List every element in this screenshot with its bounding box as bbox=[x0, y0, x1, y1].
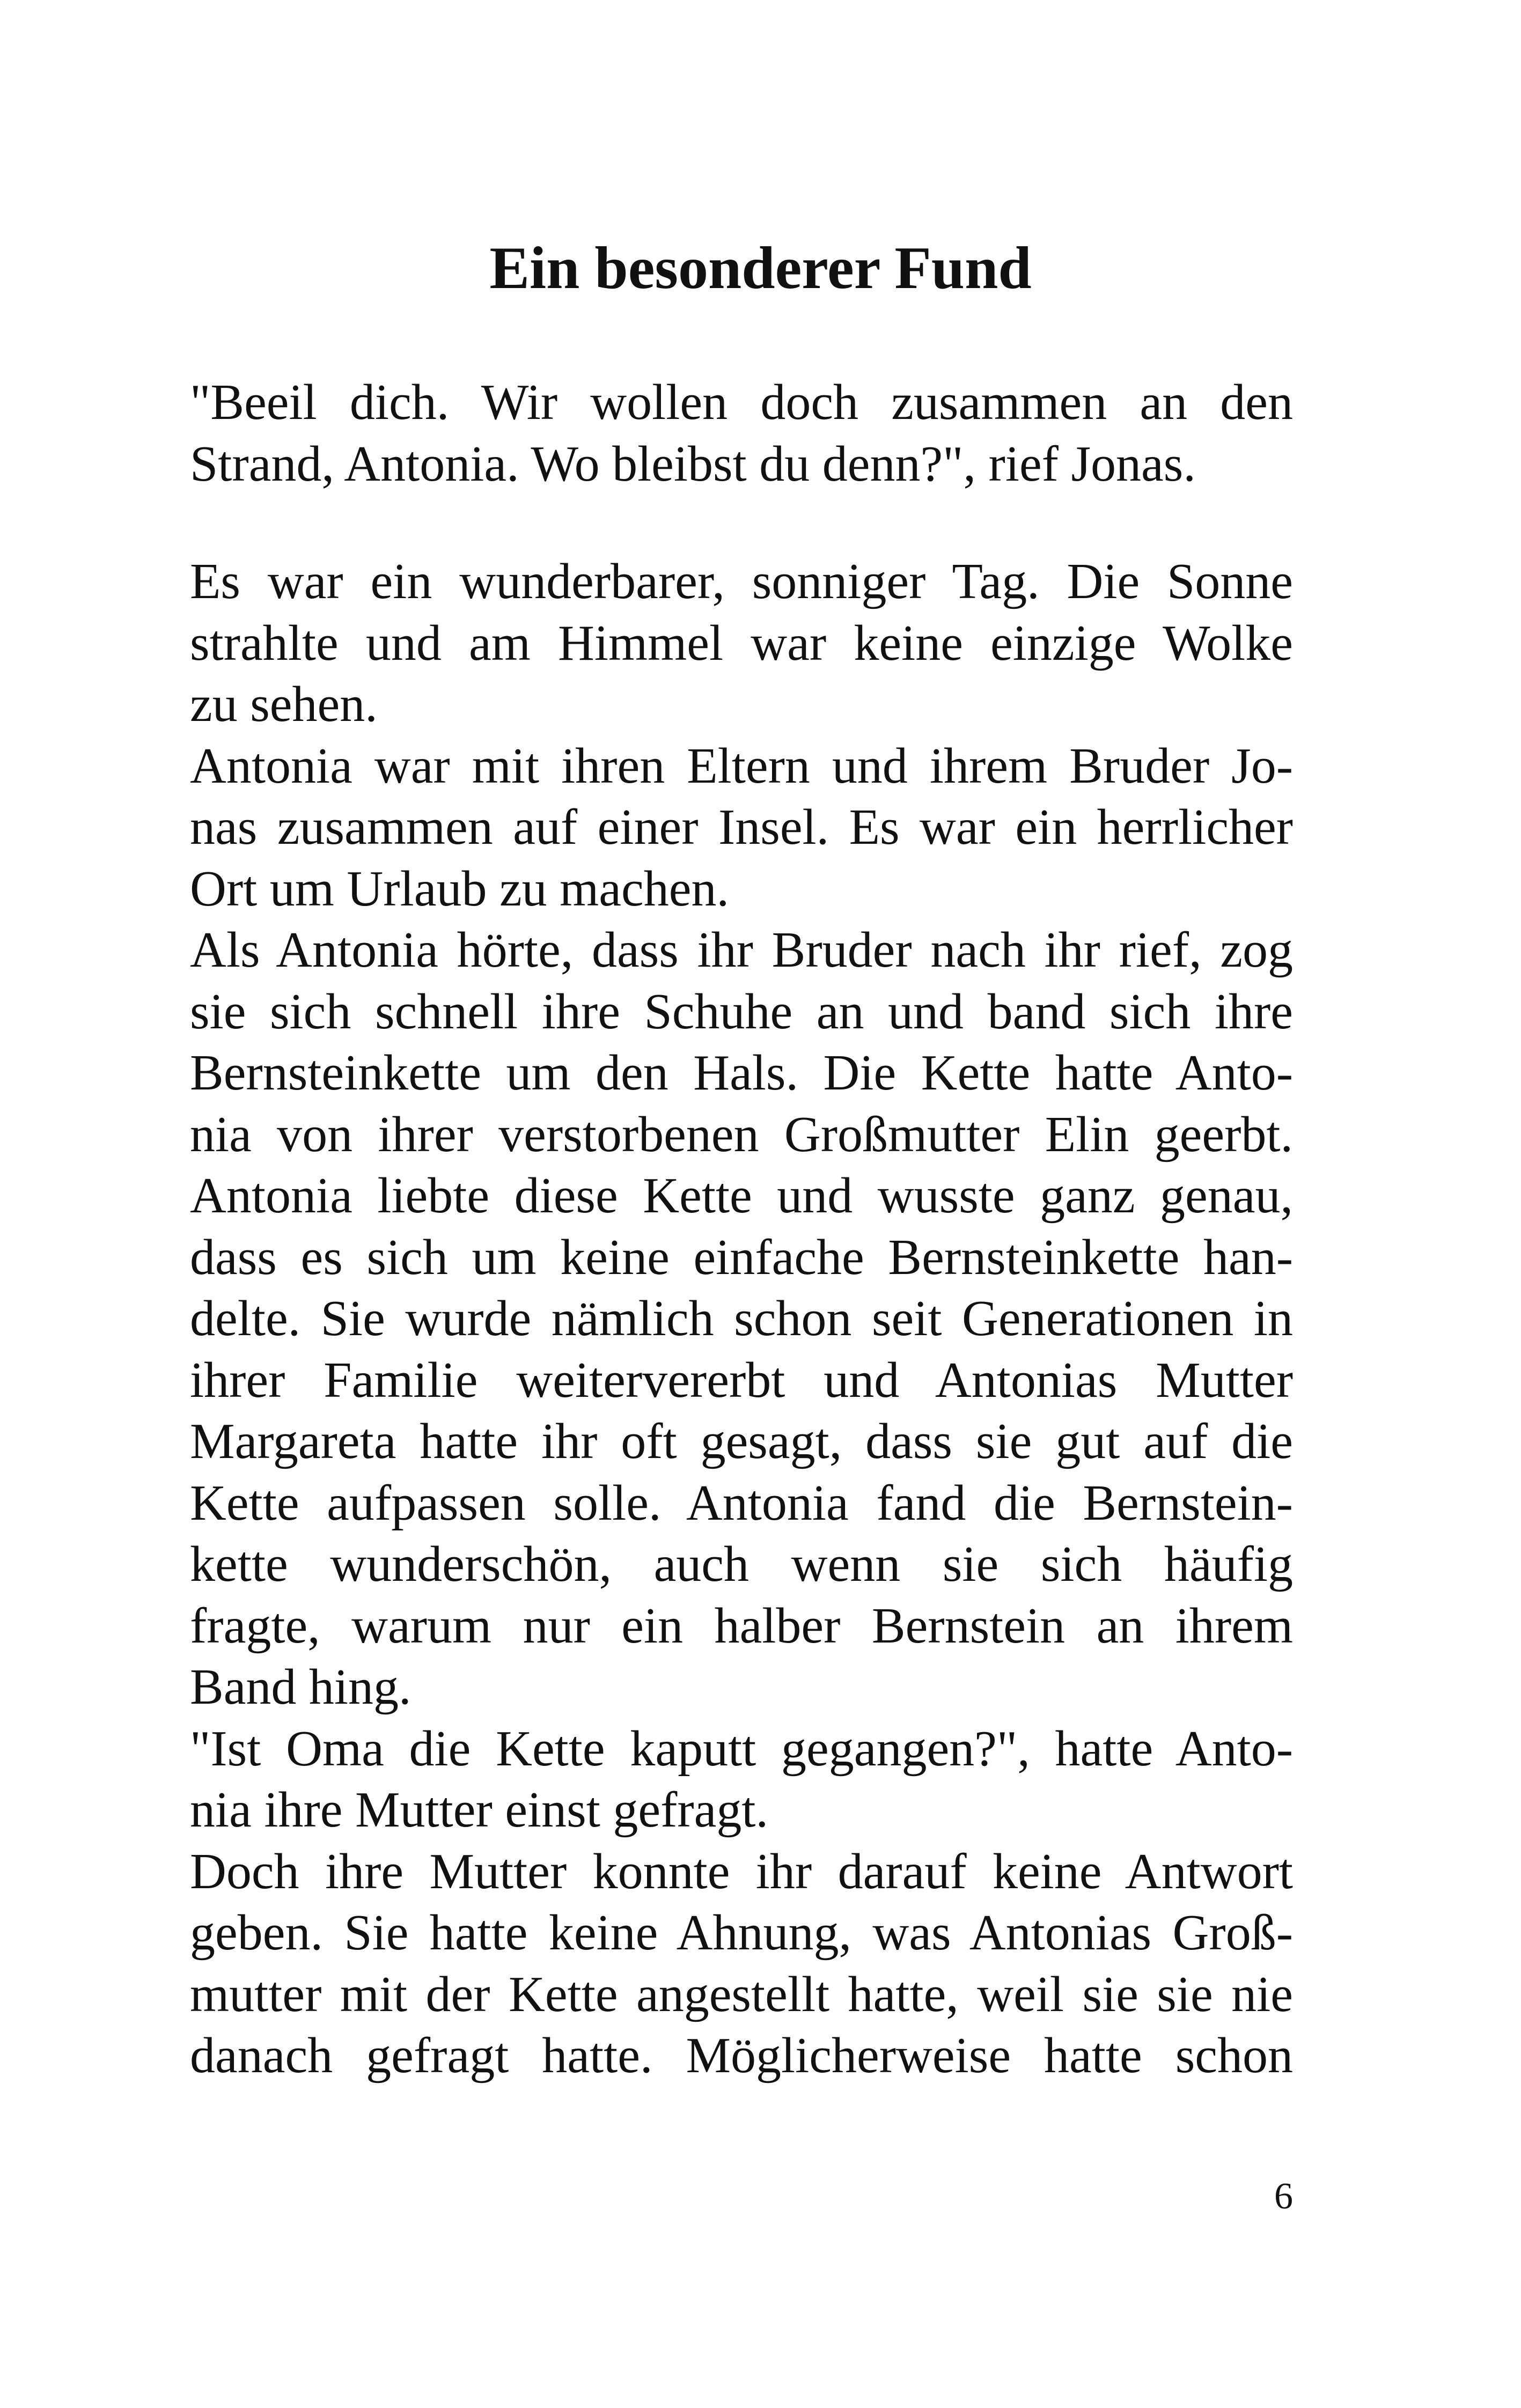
text-line: Bernsteinkette um den Hals. Die Kette hatte Anto- bbox=[190, 1045, 1293, 1101]
text-line: nia von ihrer verstorbenen Großmutter Elin geerbt. bbox=[190, 1106, 1293, 1162]
text-line: sie sich schnell ihre Schuhe an und band sich ihre bbox=[190, 983, 1293, 1040]
text-line: ihrer Familie weitervererbt und Antonias Mutter bbox=[190, 1352, 1293, 1408]
chapter-title: Ein besonderer Fund bbox=[489, 235, 1032, 301]
text-line: Margareta hatte ihr oft gesagt, dass sie gut auf die bbox=[190, 1413, 1293, 1469]
text-line: geben. Sie hatte keine Ahnung, was Antonias Groß- bbox=[190, 1905, 1293, 1961]
paragraph-dialogue bbox=[190, 372, 1293, 495]
text-line: dass es sich um keine einfache Bernsteinkette han- bbox=[190, 1229, 1293, 1285]
text-line: strahlte und am Himmel war keine einzige Wolke bbox=[190, 615, 1293, 671]
page-number: 6 bbox=[1274, 2176, 1293, 2217]
text-line: nia ihre Mutter einst gefragt. bbox=[190, 1782, 769, 1838]
text-line: Antonia liebte diese Kette und wusste ganz genau, bbox=[190, 1168, 1293, 1224]
text-line: Band hing. bbox=[190, 1659, 412, 1715]
text-line: "Beeil dich. Wir wollen doch zusammen an den bbox=[190, 374, 1293, 430]
text-line: fragte, warum nur ein halber Bernstein an ihrem bbox=[190, 1597, 1293, 1654]
text-line: Es war ein wunderbarer, sonniger Tag. Die Sonne bbox=[190, 554, 1293, 609]
text-line: Antonia war mit ihren Eltern und ihrem Bruder Jo- bbox=[190, 738, 1293, 794]
text-line: Doch ihre Mutter konnte ihr darauf keine Antwort bbox=[190, 1843, 1293, 1899]
text-line: Strand, Antonia. Wo bleibst du denn?", rief Jonas. bbox=[190, 436, 1196, 492]
text-line: Als Antonia hörte, dass ihr Bruder nach ihr rief, zog bbox=[190, 922, 1293, 978]
text-line: zu sehen. bbox=[190, 676, 378, 732]
paragraph-body bbox=[190, 551, 1293, 2087]
text-line: Ort um Urlaub zu machen. bbox=[190, 860, 729, 917]
text-line: nas zusammen auf einer Insel. Es war ein herrlicher bbox=[190, 799, 1293, 855]
text-line: mutter mit der Kette angestellt hatte, weil sie sie nie bbox=[190, 1966, 1293, 2022]
text-line: danach gefragt hatte. Möglicherweise hatte schon bbox=[190, 2028, 1293, 2083]
text-line: delte. Sie wurde nämlich schon seit Generationen in bbox=[190, 1291, 1293, 1346]
text-line: Kette aufpassen solle. Antonia fand die Bernstein- bbox=[190, 1475, 1293, 1531]
text-line: "Ist Oma die Kette kaputt gegangen?", hatte Anto- bbox=[190, 1720, 1293, 1777]
text-line: kette wunderschön, auch wenn sie sich häufig bbox=[190, 1536, 1293, 1592]
